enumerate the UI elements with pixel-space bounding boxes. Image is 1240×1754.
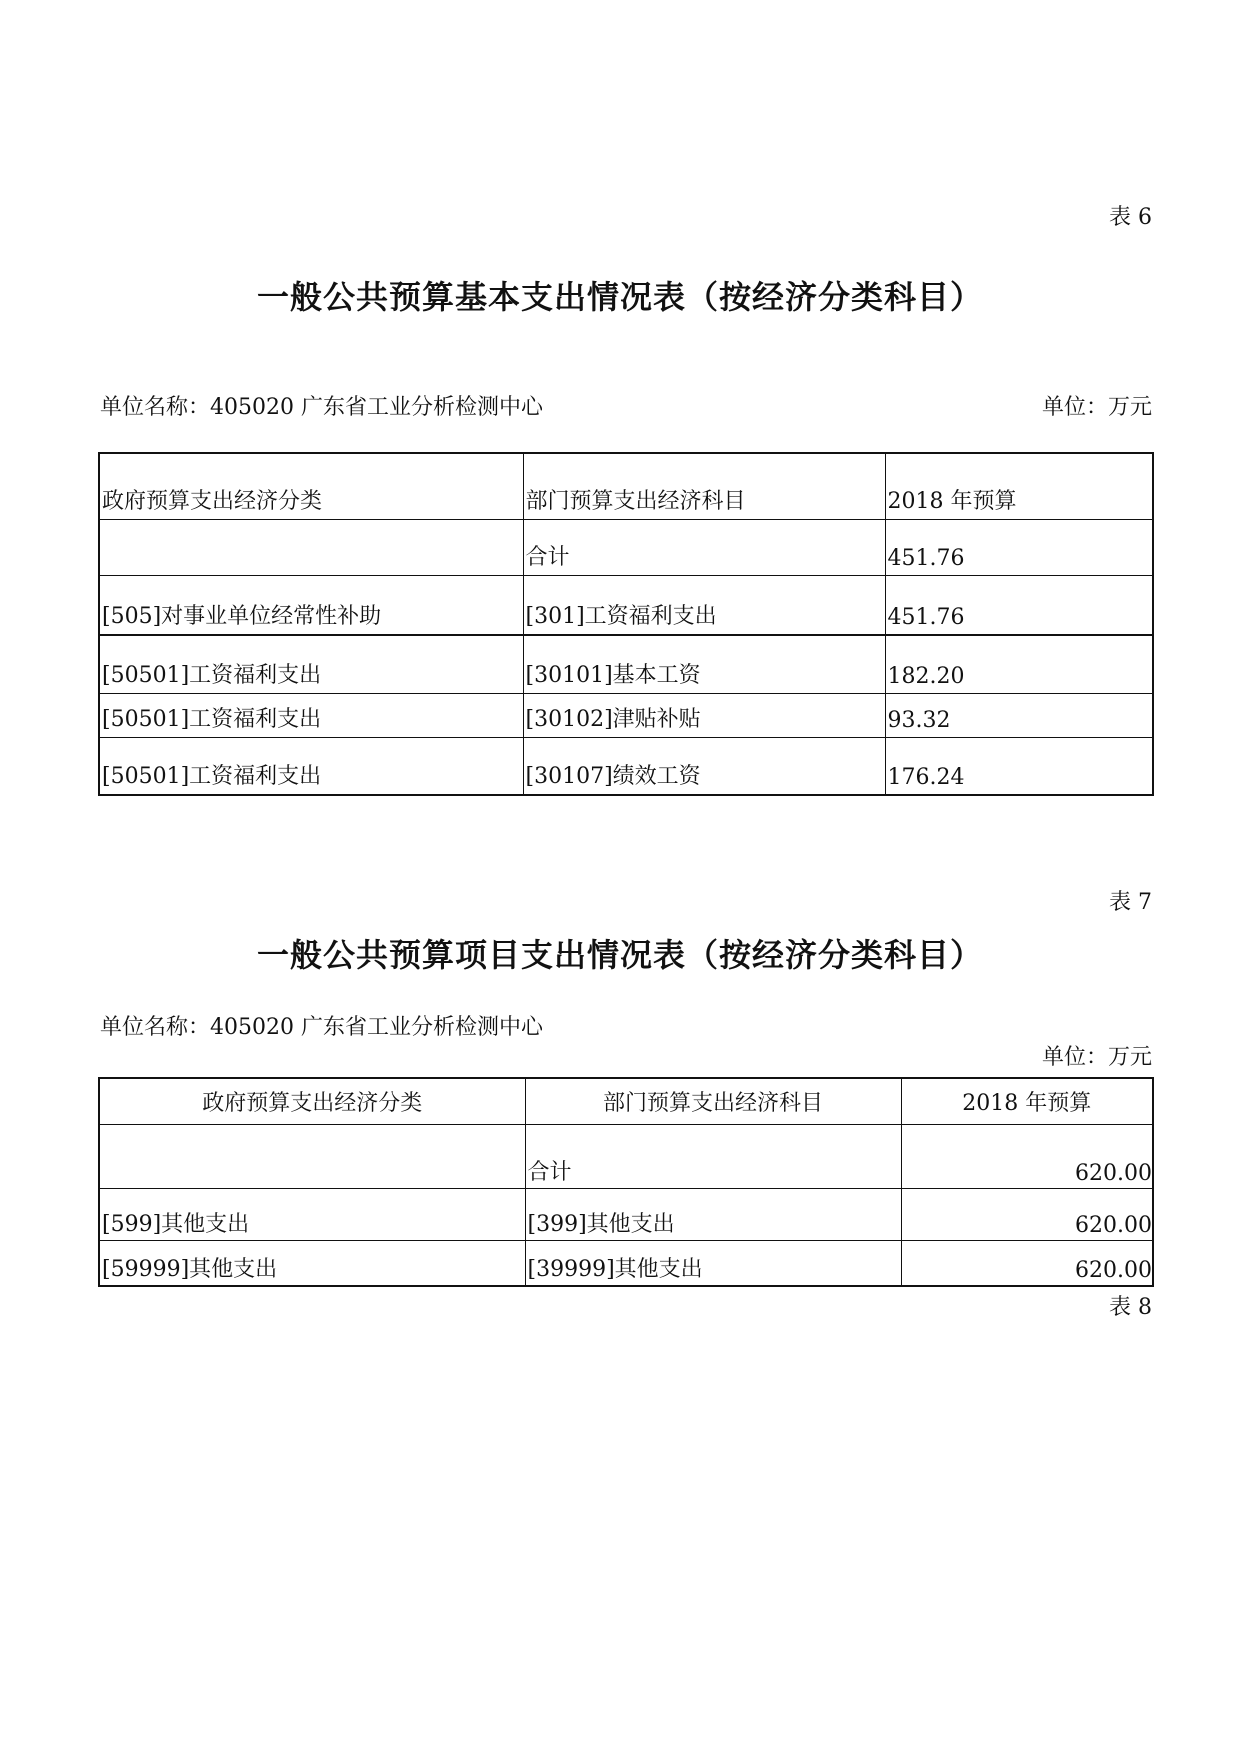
table6-cell: 176.24	[885, 737, 1153, 795]
table6-header-row	[99, 453, 1153, 519]
table7-row	[99, 1124, 1153, 1188]
table6-cell	[99, 519, 523, 575]
table7-header-row	[99, 1078, 1153, 1124]
table7-title: 一般公共预算项目支出情况表（按经济分类科目）	[256, 936, 983, 974]
table6-header-cell: 2018 年预算	[885, 453, 1153, 519]
table7-header-cell: 2018 年预算	[901, 1078, 1153, 1124]
table7-cell: 合计	[525, 1124, 901, 1188]
table6-unit-name: 单位名称：405020 广东省工业分析检测中心	[100, 395, 543, 420]
table6-unit: 单位：万元	[1041, 395, 1152, 420]
table7-cell: [59999]其他支出	[99, 1240, 525, 1286]
table7-header-cell: 政府预算支出经济分类	[99, 1078, 525, 1124]
table7	[98, 1077, 1154, 1287]
table6-cell: [50501]工资福利支出	[99, 635, 523, 693]
table6-row	[99, 693, 1153, 737]
table7-cell: [599]其他支出	[99, 1188, 525, 1240]
table7-cell: 620.00	[901, 1124, 1153, 1188]
table7-header-cell: 部门预算支出经济科目	[525, 1078, 901, 1124]
table6-cell: 合计	[523, 519, 885, 575]
table7-unit: 单位：万元	[1041, 1045, 1152, 1070]
table6-cell: [30101]基本工资	[523, 635, 885, 693]
table7-row	[99, 1188, 1153, 1240]
table6	[98, 452, 1154, 796]
table6-cell: 451.76	[885, 575, 1153, 635]
table6-cell: [301]工资福利支出	[523, 575, 885, 635]
table6-cell: 182.20	[885, 635, 1153, 693]
table7-cell: [39999]其他支出	[525, 1240, 901, 1286]
table6-row	[99, 737, 1153, 795]
table6-row	[99, 575, 1153, 635]
table7-cell: 620.00	[901, 1240, 1153, 1286]
table7-row	[99, 1240, 1153, 1286]
table6-cell: [505]对事业单位经常性补助	[99, 575, 523, 635]
table6-cell: 451.76	[885, 519, 1153, 575]
table6-label: 表 6	[1109, 205, 1152, 230]
table6-cell: [30107]绩效工资	[523, 737, 885, 795]
table6-row	[99, 635, 1153, 693]
table6-header-cell: 政府预算支出经济分类	[99, 453, 523, 519]
table6-row	[99, 519, 1153, 575]
table8-label: 表 8	[1109, 1295, 1152, 1320]
table7-unit-name: 单位名称：405020 广东省工业分析检测中心	[100, 1015, 543, 1040]
table7-cell: [399]其他支出	[525, 1188, 901, 1240]
table6-cell: 93.32	[885, 693, 1153, 737]
table7-label: 表 7	[1109, 890, 1152, 915]
table6-cell: [50501]工资福利支出	[99, 693, 523, 737]
table6-cell: [30102]津贴补贴	[523, 693, 885, 737]
table6-title: 一般公共预算基本支出情况表（按经济分类科目）	[256, 278, 983, 316]
table6-header-cell: 部门预算支出经济科目	[523, 453, 885, 519]
table6-cell: [50501]工资福利支出	[99, 737, 523, 795]
table7-cell: 620.00	[901, 1188, 1153, 1240]
table7-cell	[99, 1124, 525, 1188]
